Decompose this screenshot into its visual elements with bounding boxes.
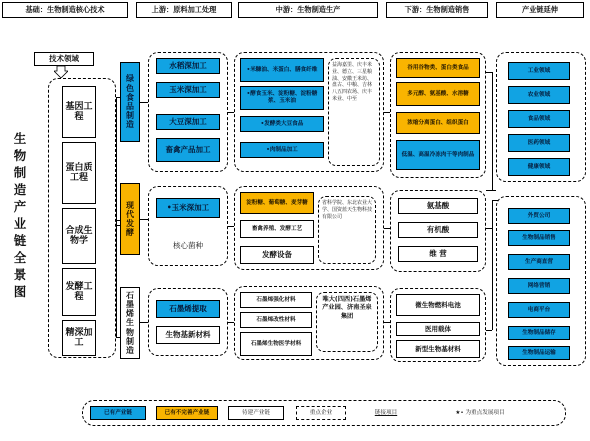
ext-food: 食品领域 [508, 110, 570, 128]
header-basis: 基础：生物制造核心技术 [2, 2, 128, 18]
down-new-biobased: 新型生物基材料 [396, 340, 480, 358]
tech-domain-label: 技术领域 [34, 52, 94, 66]
upstream-graphene-group [148, 288, 228, 356]
down-vitamin: 维 营 [398, 246, 478, 262]
legend-incomplete: 已有不完善产业链 [156, 406, 218, 420]
core-tech-genetic: 基因工程 [62, 86, 96, 138]
down-medical-carrier: 医用载体 [396, 322, 480, 336]
ext-bio-sales: 生物制品销售 [508, 230, 570, 246]
ext-agriculture: 农业领域 [508, 86, 570, 104]
category-modern-ferment: 现代发酵 [120, 183, 140, 255]
ext-bio-storage: 生物制品储存 [508, 326, 570, 340]
core-tech-fermentation: 发酵工程 [62, 268, 96, 316]
upstream-graphene-extract: 石墨烯提取 [156, 300, 220, 318]
mid-sugar-products: 淀粉糖、葡萄糖、麦芽糖 [240, 192, 314, 214]
upstream-ferment-corn: •玉米深加工 [156, 198, 220, 218]
ext-foreign-trade: 外贸公司 [508, 208, 570, 224]
legend-key-company: 重点企业 [296, 406, 346, 420]
ext-industry: 工业领域 [508, 62, 570, 80]
core-tech-protein: 蛋白质工程 [62, 142, 96, 204]
down-polyol-products: 多元醇、氨基酸、水溶糖 [396, 82, 480, 106]
legend-existing: 已有产业链 [90, 406, 146, 420]
header-extension: 产业链延伸 [496, 2, 584, 18]
mid-graphene-biomedical: 石墨烯生物医学材料 [240, 332, 312, 356]
category-graphene: 石墨烯生物制造 [120, 287, 140, 359]
mid-graphene-reinforced: 石墨烯强化材料 [240, 292, 312, 308]
mid-rice-products: •米糠油、米蛋白、膳食纤维 [240, 58, 324, 82]
header-downstream: 下游：生物制造销售 [386, 2, 488, 18]
legend-project: 链接项目 [374, 409, 398, 416]
header-midstream: 中游：生物制造生产 [238, 2, 378, 18]
category-green-food: 绿色食品制造 [120, 62, 140, 142]
down-protein-products: 浓缩分离蛋白、组织蛋白 [396, 112, 480, 134]
upstream-livestock: 畜禽产品加工 [156, 138, 220, 162]
upstream-soy: 大豆深加工 [156, 114, 220, 130]
mid-graphene-modified: 石墨烯改性材料 [240, 312, 312, 328]
down-organic-acid: 有机酸 [398, 222, 478, 238]
header-upstream: 上游：原料加工处理 [136, 2, 232, 18]
core-tech-deep-processing: 精深加工 [62, 320, 96, 356]
down-fuel-cell: 微生物燃料电池 [396, 294, 480, 316]
mid-graphene-companies: 唯大(四西)石墨烯产业园、济南圣泉集团 [316, 292, 378, 352]
upstream-biobased-material: 生物基新材料 [156, 326, 220, 344]
mid-soy-products: •发酵类大豆食品 [240, 116, 324, 132]
mid-breeding-process: 畜禽养殖、发酵工艺 [240, 220, 314, 238]
arrow-down-icon [54, 66, 68, 78]
ext-ecommerce: 电商平台 [508, 302, 570, 318]
down-frozen-meat: 低温、高温冷冻肉干等肉制品 [396, 140, 480, 170]
mid-ferment-equipment: 发酵设备 [240, 246, 314, 264]
legend-note: ★• 为重点发展项目 [455, 409, 505, 416]
core-tech-synbio: 合成生物学 [62, 208, 96, 264]
down-amino-acid: 氨基酸 [398, 198, 478, 214]
ext-network-marketing: 网络营销 [508, 278, 570, 294]
ext-bio-transport: 生物制品运输 [508, 346, 570, 360]
mid-green-companies: 益海嘉里、庆丰米业、德立、三星粮油、安徽王米坊、盘古、中粮、吉林八五四农场、庆丰米业、中至 [328, 58, 380, 166]
mid-ferment-companies: 省科学院、东北农业大学、国资蓝天生物科技有限公司 [318, 196, 376, 264]
ext-health: 健康领域 [508, 158, 570, 176]
legend-to-build: 待建产业链 [228, 406, 284, 420]
down-grain-products: 谷用谷物类、蛋白类食品 [396, 58, 480, 78]
upstream-corn: 玉米深加工 [156, 82, 220, 98]
ext-direct-sales: 生产商直营 [508, 254, 570, 270]
upstream-rice: 水稻深加工 [156, 58, 220, 74]
diagram-title: 生物制造产业链全景图 [13, 131, 27, 299]
upstream-core-strain: 核心菌种 [156, 238, 220, 254]
ext-medicine: 医药领域 [508, 134, 570, 152]
mid-corn-products: •酵食玉米、淀粉糖、淀粉糖浆、玉米油 [240, 86, 324, 110]
mid-meat-products: •肉制品加工 [240, 142, 324, 158]
